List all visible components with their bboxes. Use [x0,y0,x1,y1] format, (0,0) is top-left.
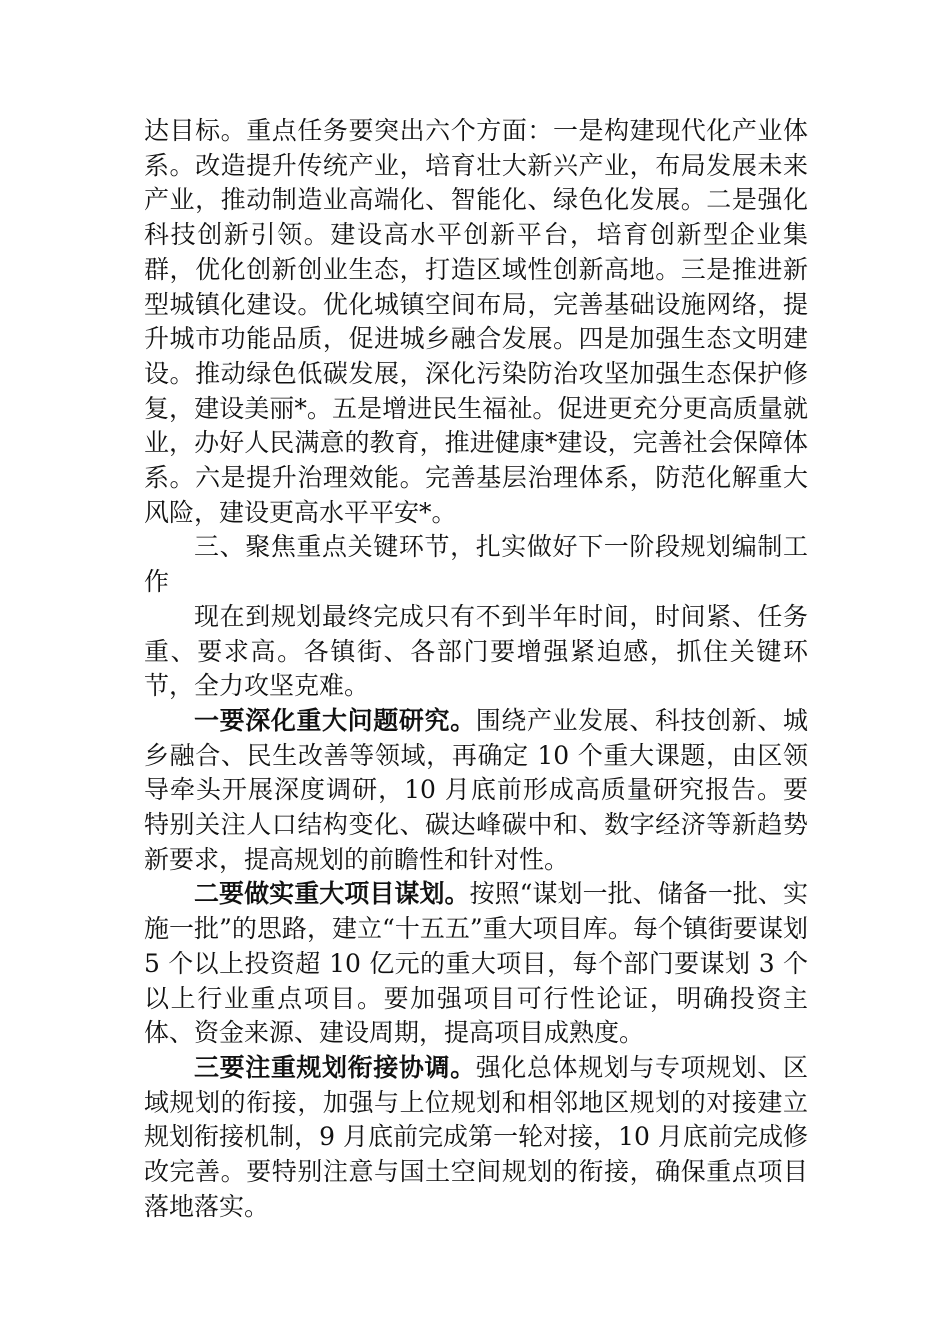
paragraph-key-tasks: 达目标。重点任务要突出六个方面：一是构建现代化产业体系。改造提升传统产业，培育壮大新兴产业，布局发展未来产业，推动制造业高端化、智能化、绿色化发展。二是强化科技创新引领。建设高水平创新平台，培育创新型企业集群，优化创新创业生态，打造区域性创新高地。三是推进新型城镇化建设。优化城镇空间布局，完善基础设施网络，提升城市功能品质，促进城乡融合发展。四是加强生态文明建设。推动绿色低碳发展，深化污染防治攻坚加强生态保护修复，建设美丽*。五是增进民生福祉。促进更充分更高质量就业，办好人民满意的教育，推进健康*建设，完善社会保障体系。六是提升治理效能。完善基层治理体系，防范化解重大风险，建设更高水平平安*。 [144,116,808,527]
item-coordination-lead: 三要注重规划衔接协调。 [194,1052,476,1082]
section-heading-three: 三、聚焦重点关键环节，扎实做好下一阶段规划编制工作 [144,532,808,597]
item-research-lead: 一要深化重大问题研究。 [194,705,476,735]
document-body [144,114,808,1225]
item-projects [144,877,808,1051]
paragraph-timeline: 现在到规划最终完成只有不到半年时间，时间紧、任务重、要求高。各镇街、各部门要增强紧迫感，抓住关键环节，全力攻坚克难。 [144,601,808,701]
item-coordination [144,1051,808,1225]
item-projects-body: 按照“谋划一批、储备一批、实施一批”的思路，建立“十五五”重大项目库。每个镇街要谋划 5 个以上投资超 10 亿元的重大项目，每个部门要谋划 3 个以上行业重点项目。要加强项目可行性论证，明确投资主体、资金来源、建设周期，提高项目成熟度。 [144,879,808,1048]
item-projects-lead: 二要做实重大项目谋划。 [194,879,470,909]
item-coordination-body: 强化总体规划与专项规划、区域规划的衔接，加强与上位规划和相邻地区规划的对接建立规划衔接机制，9 月底前完成第一轮对接，10 月底前完成修改完善。要特别注意与国土空间规划的衔接，确保重点项目落地落实。 [144,1052,808,1221]
item-research-body: 围绕产业发展、科技创新、城乡融合、民生改善等领域，再确定 10 个重大课题，由区领导牵头开展深度调研，10 月底前形成高质量研究报告。要特别关注人口结构变化、碳达峰碳中和、数字经济等新趋势新要求，提高规划的前瞻性和针对性。 [144,705,808,874]
item-research [144,704,808,878]
